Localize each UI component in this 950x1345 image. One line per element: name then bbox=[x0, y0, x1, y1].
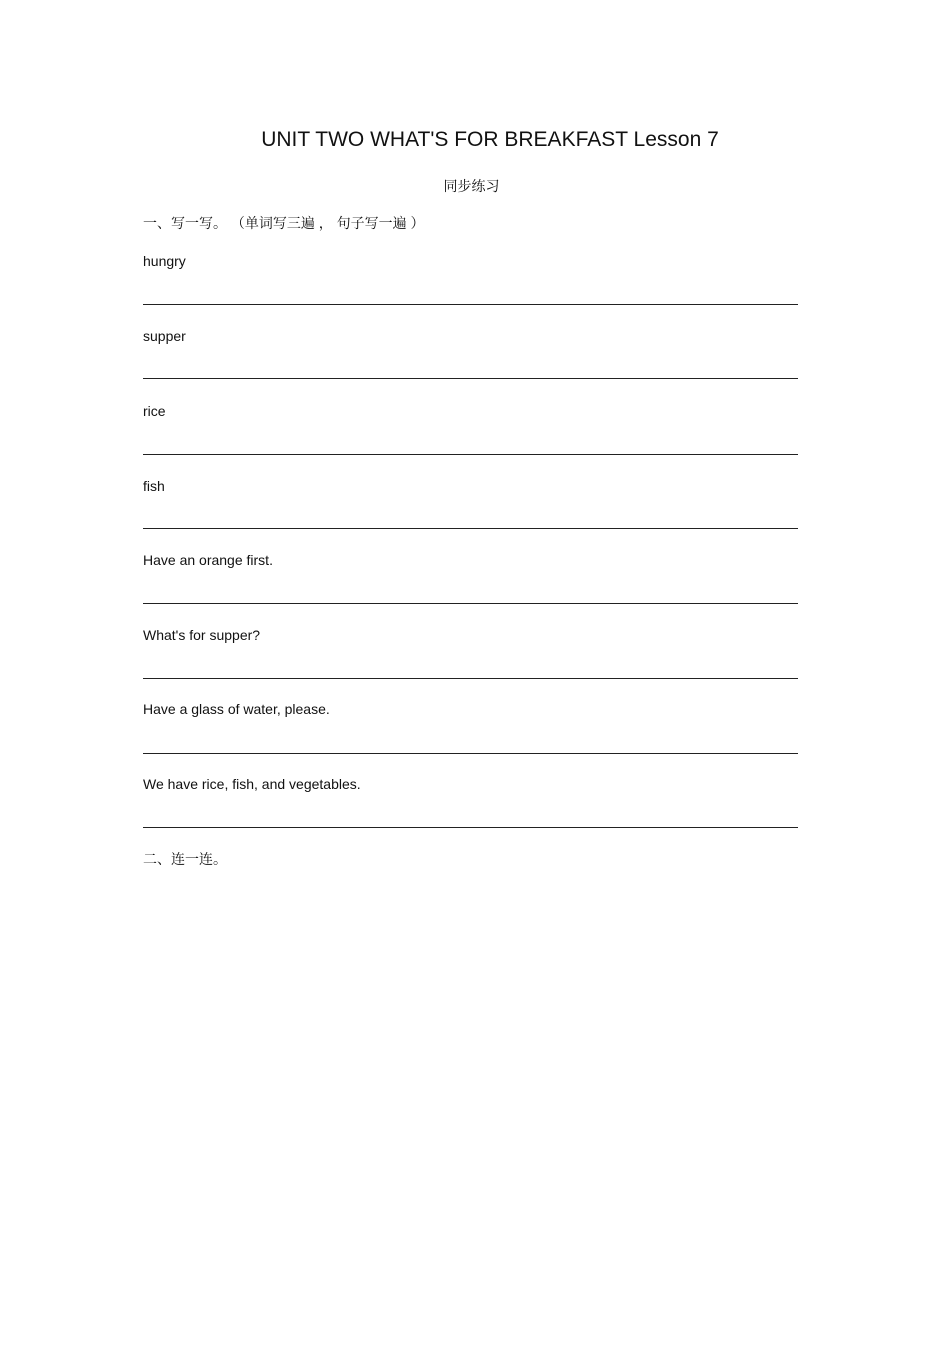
item-prompt: Have a glass of water, please. bbox=[143, 701, 330, 717]
writing-item bbox=[143, 327, 798, 345]
item-prompt: Have an orange first. bbox=[143, 552, 273, 568]
writing-line[interactable] bbox=[143, 678, 798, 679]
writing-item bbox=[143, 775, 798, 793]
writing-item bbox=[143, 402, 798, 420]
item-prompt: supper bbox=[143, 328, 186, 344]
writing-line[interactable] bbox=[143, 454, 798, 455]
writing-item bbox=[143, 551, 798, 569]
page-subtitle: 同步练习 bbox=[443, 178, 500, 194]
writing-line[interactable] bbox=[143, 603, 798, 604]
writing-item bbox=[143, 252, 798, 270]
writing-item bbox=[143, 477, 798, 495]
item-prompt: fish bbox=[143, 478, 165, 494]
item-prompt: What's for supper? bbox=[143, 627, 261, 643]
writing-item bbox=[143, 700, 798, 718]
section-2-heading: 二、连一连。 bbox=[143, 851, 227, 867]
item-prompt: hungry bbox=[143, 253, 186, 269]
writing-item bbox=[143, 626, 798, 644]
writing-line[interactable] bbox=[143, 304, 798, 305]
writing-line[interactable] bbox=[143, 827, 798, 828]
section-1-heading: 一、写一写。 （单词写三遍 ， 句子写一遍 ） bbox=[143, 215, 425, 231]
item-prompt: rice bbox=[143, 403, 166, 419]
writing-line[interactable] bbox=[143, 378, 798, 379]
writing-line[interactable] bbox=[143, 528, 798, 529]
page-title: UNIT TWO WHAT'S FOR BREAKFAST Lesson 7 bbox=[261, 128, 719, 151]
writing-line[interactable] bbox=[143, 753, 798, 754]
item-prompt: We have rice, fish, and vegetables. bbox=[143, 776, 361, 792]
